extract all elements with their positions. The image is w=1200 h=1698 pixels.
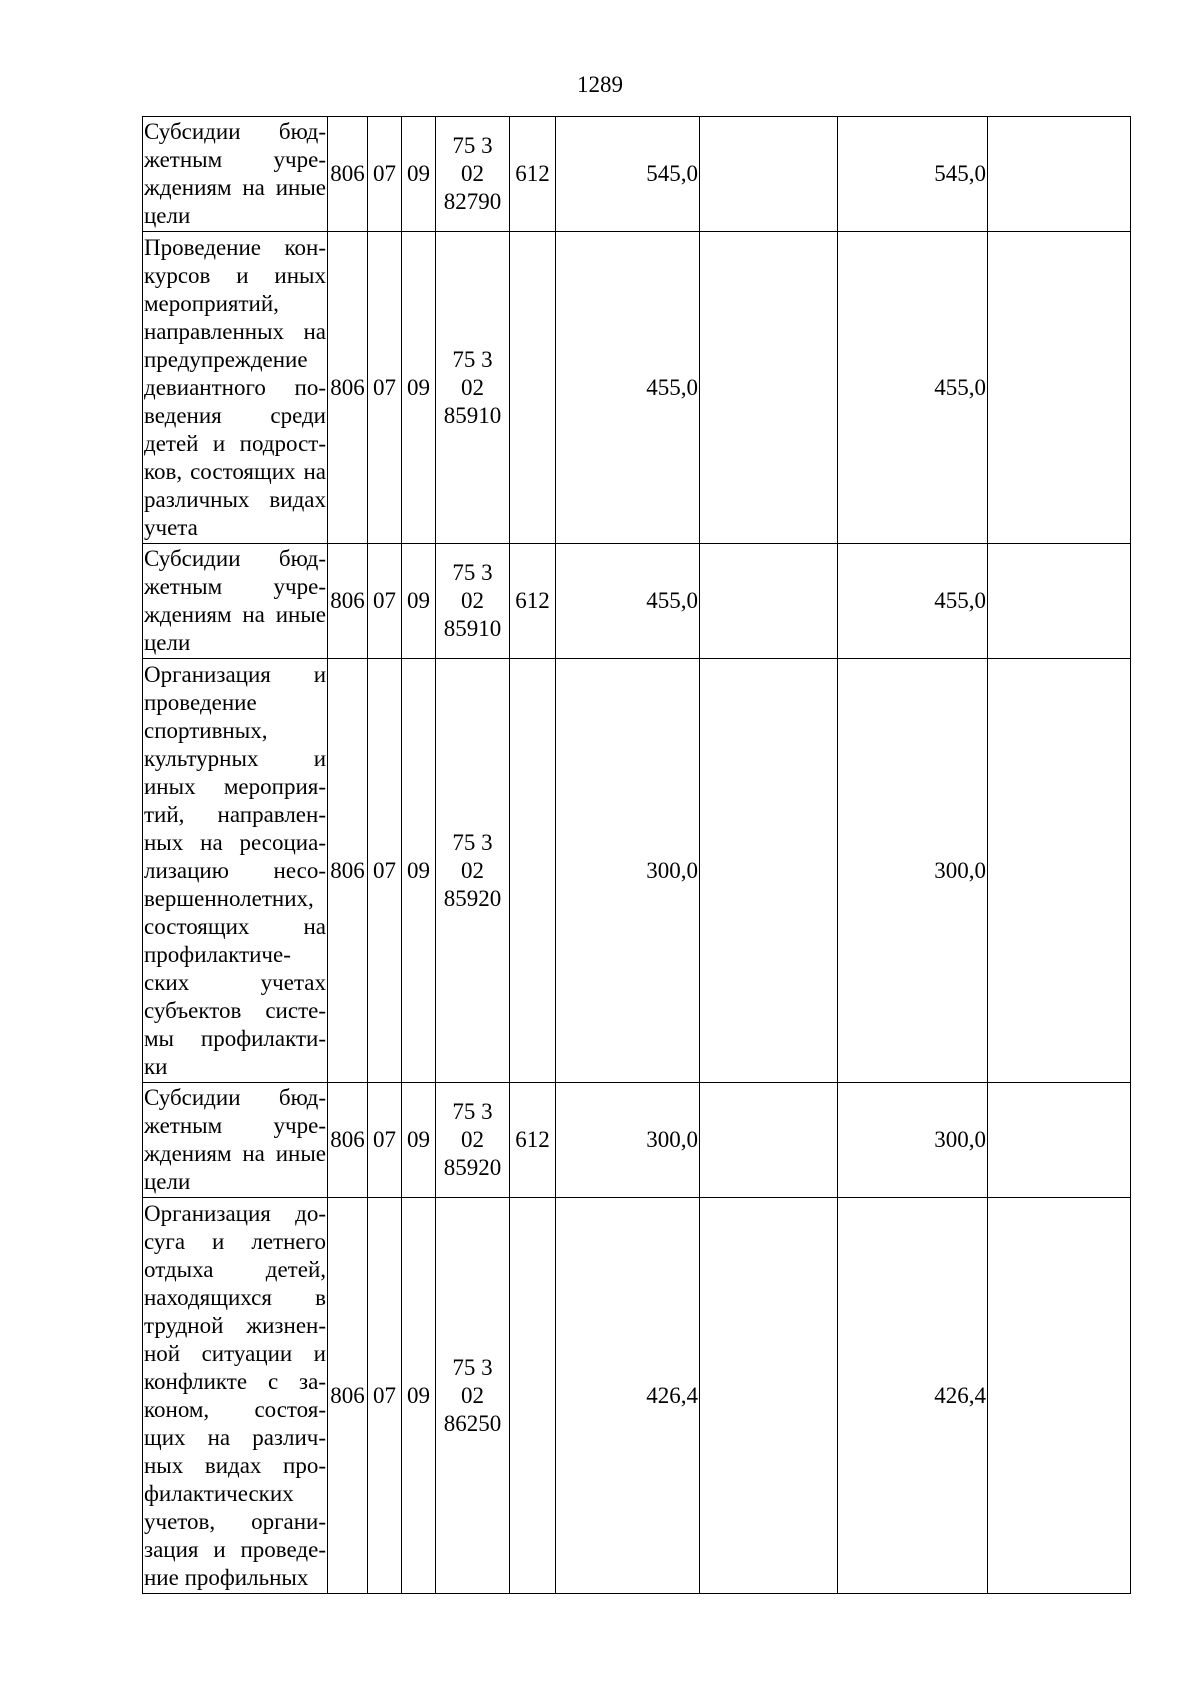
target-article-code xyxy=(436,544,510,659)
amount-2: 300,0 xyxy=(838,659,988,1083)
subsection-code: 09 xyxy=(402,659,436,1083)
subsection-code: 09 xyxy=(402,117,436,232)
amount: 300,0 xyxy=(556,659,700,1083)
section-code: 07 xyxy=(368,659,402,1083)
section-code: 07 xyxy=(368,1198,402,1594)
amount: 426,4 xyxy=(556,1198,700,1594)
amount: 545,0 xyxy=(556,117,700,232)
amount-2-federal xyxy=(988,1083,1131,1198)
amount-federal xyxy=(700,117,838,232)
target-code-line-2: 02 xyxy=(461,374,484,400)
target-code-line-1: 75 3 xyxy=(452,346,493,372)
table-row xyxy=(143,544,1131,659)
amount-federal xyxy=(700,659,838,1083)
target-code-line-1: 75 3 xyxy=(452,1354,493,1380)
target-code-line-1: 75 3 xyxy=(452,829,493,855)
ministry-code: 806 xyxy=(328,544,368,659)
expense-name: Организация до-суга и летнего отдыха детей, находящихся в трудной жизнен-ной ситуации и конфликте с за-коном, состоя-щих на различ-ных видах про-филактических учетов, органи-зация и проведе-ние профильных xyxy=(143,1198,328,1594)
section-code: 07 xyxy=(368,1083,402,1198)
expense-type-code xyxy=(510,232,556,544)
ministry-code: 806 xyxy=(328,232,368,544)
target-code-line-2: 02 xyxy=(461,1382,484,1408)
table-row xyxy=(143,1198,1131,1594)
amount-2-federal xyxy=(988,659,1131,1083)
target-code-line-2: 02 xyxy=(461,161,484,186)
expense-type-code xyxy=(510,1198,556,1594)
target-article-code xyxy=(436,1083,510,1198)
amount-federal xyxy=(700,544,838,659)
subsection-code: 09 xyxy=(402,544,436,659)
amount-2: 455,0 xyxy=(838,544,988,659)
expense-name: Организация и проведение спортивных, культурных и иных мероприя-тий, направлен-ных на ресоциа-лизацию несо-вершеннолетних, состоящих на профилактиче-ских учетах субъектов систе-мы профилакти-ки xyxy=(143,659,328,1083)
ministry-code: 806 xyxy=(328,1198,368,1594)
target-article-code xyxy=(436,232,510,544)
target-code-line-3: 85920 xyxy=(443,1155,502,1180)
amount-2: 455,0 xyxy=(838,232,988,544)
expense-name: Субсидии бюд-жетным учре-ждениям на иные цели xyxy=(143,1083,328,1198)
amount-2-federal xyxy=(988,544,1131,659)
expense-type-code: 612 xyxy=(510,544,556,659)
amount-federal xyxy=(700,232,838,544)
target-code-line-2: 02 xyxy=(461,1127,484,1152)
amount-2: 545,0 xyxy=(838,117,988,232)
target-article-code xyxy=(436,117,510,232)
expense-name: Субсидии бюд-жетным учре-ждениям на иные цели xyxy=(143,117,328,232)
page-number: 1289 xyxy=(577,72,623,97)
table-row xyxy=(143,117,1131,232)
expense-type-code: 612 xyxy=(510,117,556,232)
ministry-code: 806 xyxy=(328,659,368,1083)
target-code-line-3: 85910 xyxy=(443,616,502,641)
target-code-line-1: 75 3 xyxy=(452,1099,493,1124)
table-row xyxy=(143,659,1131,1083)
amount-2: 426,4 xyxy=(838,1198,988,1594)
table-row xyxy=(143,1083,1131,1198)
section-code: 07 xyxy=(368,544,402,659)
target-code-line-2: 02 xyxy=(461,588,484,613)
ministry-code: 806 xyxy=(328,1083,368,1198)
subsection-code: 09 xyxy=(402,1083,436,1198)
target-article-code xyxy=(436,659,510,1083)
target-code-line-3: 86250 xyxy=(443,1410,502,1436)
ministry-code: 806 xyxy=(328,117,368,232)
section-code: 07 xyxy=(368,117,402,232)
target-article-code xyxy=(436,1198,510,1594)
amount-2: 300,0 xyxy=(838,1083,988,1198)
amount: 455,0 xyxy=(556,544,700,659)
expense-name: Субсидии бюд-жетным учре-ждениям на иные цели xyxy=(143,544,328,659)
amount-2-federal xyxy=(988,1198,1131,1594)
budget-table xyxy=(142,116,1131,1594)
amount-federal xyxy=(700,1198,838,1594)
subsection-code: 09 xyxy=(402,232,436,544)
target-code-line-3: 85910 xyxy=(443,402,502,428)
target-code-line-1: 75 3 xyxy=(452,560,493,585)
amount: 455,0 xyxy=(556,232,700,544)
expense-type-code: 612 xyxy=(510,1083,556,1198)
amount: 300,0 xyxy=(556,1083,700,1198)
expense-name: Проведение кон-курсов и иных мероприятий, направленных на предупреждение девиантного по-ведения среди детей и подрост-ков, состоящих на различных видах учета xyxy=(143,232,328,544)
section-code: 07 xyxy=(368,232,402,544)
expense-type-code xyxy=(510,659,556,1083)
target-code-line-1: 75 3 xyxy=(452,133,493,158)
target-code-line-3: 85920 xyxy=(443,885,502,911)
amount-2-federal xyxy=(988,232,1131,544)
target-code-line-2: 02 xyxy=(461,857,484,883)
table-row xyxy=(143,232,1131,544)
amount-federal xyxy=(700,1083,838,1198)
amount-2-federal xyxy=(988,117,1131,232)
target-code-line-3: 82790 xyxy=(443,189,502,214)
subsection-code: 09 xyxy=(402,1198,436,1594)
